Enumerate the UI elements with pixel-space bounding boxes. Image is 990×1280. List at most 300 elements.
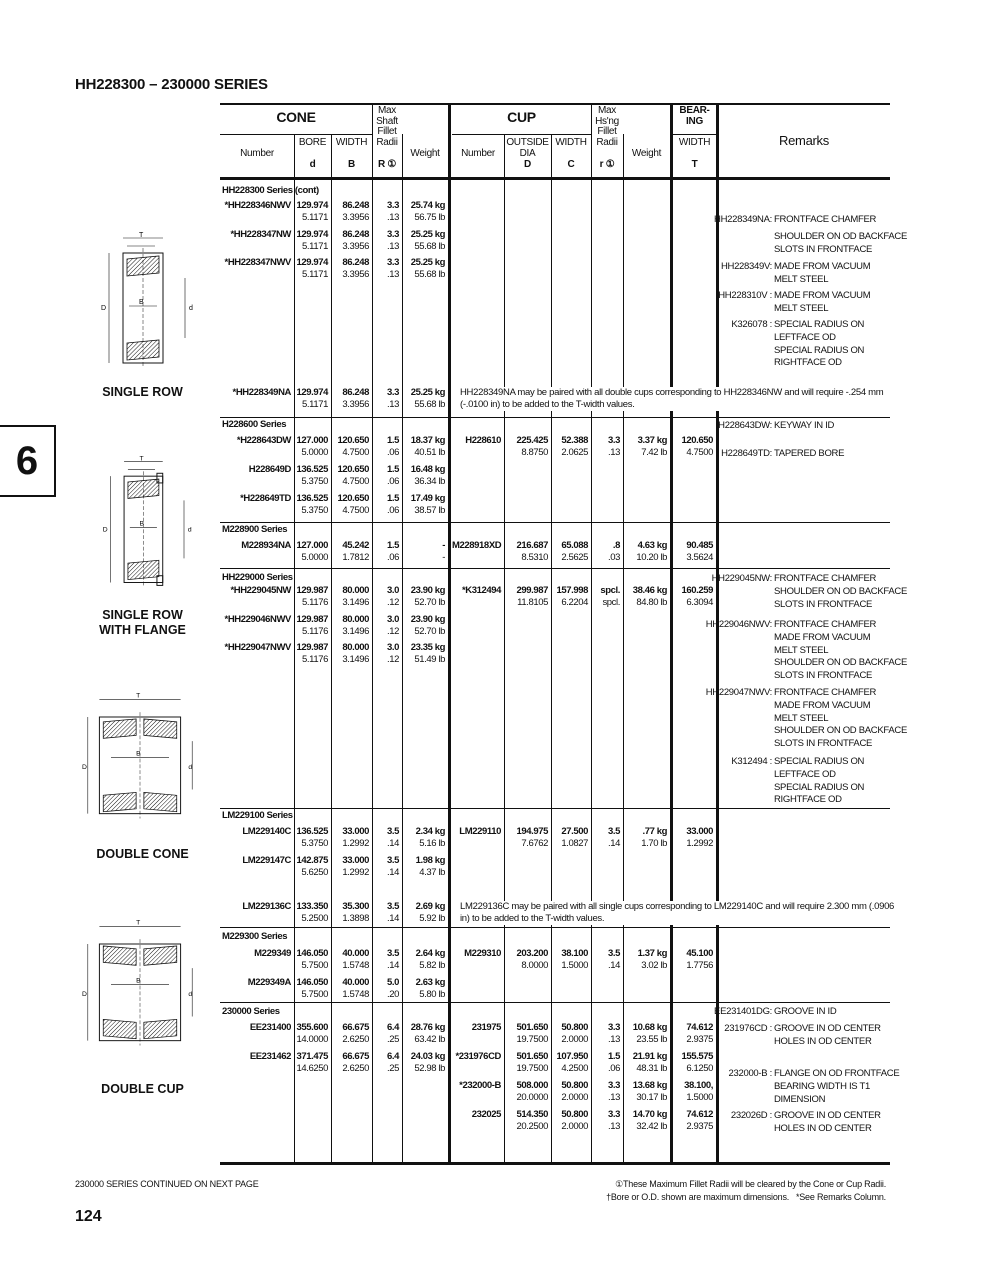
remark-text: TAPERED BORE [774, 448, 845, 459]
cone-value-metric: 2.64 kg [415, 948, 445, 959]
cone-number: *HH229047NWV [224, 642, 291, 653]
remark-text: LEFTFACE OD [774, 331, 836, 343]
cone-value-metric: 35.300 [342, 901, 369, 912]
svg-text:T: T [136, 692, 141, 700]
bearing-width-metric: 90.485 [686, 540, 713, 551]
single-row-flange-diagram [95, 452, 215, 602]
cone-value-metric: 33.000 [342, 855, 369, 866]
cone-value-metric: 24.03 kg [410, 1051, 445, 1062]
cone-value-metric: 23.90 kg [410, 614, 445, 625]
cone-value-metric: 133.350 [296, 901, 328, 912]
column-header: d [309, 159, 316, 170]
cone-number: LM229147C [242, 855, 291, 866]
cup-value-metric: 14.70 kg [632, 1109, 667, 1120]
cone-value-imperial: .13 [386, 212, 399, 223]
remark-text: MADE FROM VACUUM [774, 290, 871, 301]
series-header: LM229100 Series [222, 810, 293, 821]
cup-cell [452, 1080, 504, 1092]
cup-cell [551, 1051, 591, 1075]
cone-cell [402, 948, 448, 972]
remark-text: MADE FROM VACUUM [774, 631, 871, 643]
cone-cell [372, 257, 402, 281]
svg-text:B: B [136, 750, 141, 758]
cone-value-imperial: 5.92 lb [419, 913, 445, 924]
cup-value-imperial: 2.0625 [561, 447, 588, 458]
cone-value-imperial: 5.1176 [302, 654, 328, 665]
remark-key: 232026D : [730, 1110, 772, 1121]
cone-cell [402, 257, 448, 281]
cup-value-imperial: 7.6762 [521, 838, 548, 849]
cup-value-imperial: 48.31 lb [636, 1063, 667, 1074]
remark-text: SLOTS IN FRONTFACE [774, 738, 873, 750]
cone-value-metric: 1.5 [386, 540, 399, 551]
cup-value-imperial: 19.7500 [516, 1034, 548, 1045]
cup-value-imperial: 2.0000 [561, 1121, 588, 1132]
cone-value-imperial: 5.3750 [301, 838, 328, 849]
remark-key: HH228349NA: [714, 214, 772, 225]
cone-value-metric: 6.4 [386, 1051, 399, 1062]
cone-number: *HH229045NW [230, 585, 291, 596]
cone-value-imperial: .12 [386, 597, 399, 608]
cone-value-metric: 25.25 kg [410, 387, 445, 398]
cup-cell [551, 540, 591, 564]
cup-value-metric: 157.998 [556, 585, 588, 596]
cone-value-metric: 3.3 [386, 387, 399, 398]
cone-cell [402, 464, 448, 488]
cone-cell [331, 229, 372, 253]
series-header: H228600 Series [222, 419, 287, 430]
cone-cell [220, 642, 294, 654]
bearing-width-metric: 74.612 [686, 1022, 713, 1033]
cup-number: 232025 [471, 1109, 501, 1120]
cone-value-metric: 3.0 [386, 642, 399, 653]
cone-value-imperial: .06 [386, 476, 399, 487]
column-header: D [524, 159, 531, 170]
cup-value-metric: 3.3 [607, 435, 620, 446]
cone-value-metric: 23.90 kg [410, 585, 445, 596]
cup-value-imperial: 6.2204 [561, 597, 588, 608]
cone-value-imperial: 55.68 lb [414, 269, 445, 280]
cup-value-metric: .77 kg [642, 826, 667, 837]
cup-value-imperial: 1.0827 [561, 838, 588, 849]
cone-value-imperial: 3.1496 [342, 597, 369, 608]
cup-number: M229310 [464, 948, 501, 959]
cone-value-imperial: 3.3956 [342, 269, 369, 280]
svg-text:T: T [139, 232, 144, 239]
remark-key: HH229046NWV: [705, 619, 772, 630]
cone-value-metric: 129.974 [296, 229, 328, 240]
cone-value-metric: 5.0 [386, 977, 399, 988]
cone-value-imperial: 1.5748 [342, 960, 369, 971]
remark-text: FRONTFACE CHAMFER [774, 573, 877, 584]
cup-value-metric: 501.650 [516, 1022, 548, 1033]
cup-value-imperial: 8.8750 [521, 447, 548, 458]
remark-text: MADE FROM VACUUM [774, 261, 871, 272]
svg-text:T: T [136, 919, 141, 927]
cone-value-metric: 1.98 kg [415, 855, 445, 866]
cup-cell [623, 585, 670, 609]
bearing-width-metric: 160.259 [681, 585, 713, 596]
cup-cell [591, 1051, 623, 1075]
remark-text: HOLES IN OD CENTER [774, 1122, 872, 1134]
cup-cell [591, 826, 623, 850]
cup-value-metric: 52.388 [561, 435, 588, 446]
cone-cell [331, 826, 372, 850]
cone-cell [402, 1022, 448, 1046]
cone-cell [372, 387, 402, 411]
cup-value-metric: 10.68 kg [632, 1022, 667, 1033]
cone-value-metric: 1.5 [386, 493, 399, 504]
cup-value-imperial: 84.80 lb [636, 597, 667, 608]
remark-text: HOLES IN OD CENTER [774, 1035, 872, 1047]
bearing-width-metric: 33.000 [686, 826, 713, 837]
cone-value-metric: 2.34 kg [415, 826, 445, 837]
cone-value-imperial: 5.0000 [301, 447, 328, 458]
bearing-width-imperial: 3.5624 [686, 552, 713, 563]
cup-value-metric: 299.987 [516, 585, 548, 596]
cone-value-imperial: 5.16 lb [419, 838, 445, 849]
cup-cell [452, 540, 504, 552]
cone-cell [402, 1051, 448, 1075]
cup-value-metric: 21.91 kg [632, 1051, 667, 1062]
cone-value-imperial: 4.37 lb [419, 867, 445, 878]
column-header: BEAR- ING [679, 105, 710, 127]
cup-cell [551, 826, 591, 850]
cone-cell [331, 435, 372, 459]
cup-cell [551, 948, 591, 972]
column-header: B [348, 159, 355, 170]
cup-value-metric: 1.37 kg [637, 948, 667, 959]
cone-cell [372, 493, 402, 517]
cone-cell [294, 901, 331, 925]
cone-value-imperial: 3.1496 [342, 654, 369, 665]
cup-value-imperial: 23.55 lb [636, 1034, 667, 1045]
cone-value-metric: 3.0 [386, 585, 399, 596]
cup-value-metric: 203.200 [516, 948, 548, 959]
cone-value-metric: 129.987 [296, 585, 328, 596]
bearing-width-imperial: 2.9375 [686, 1034, 713, 1045]
cup-cell [504, 948, 551, 972]
cone-value-metric: 80.000 [342, 614, 369, 625]
cup-cell [591, 1109, 623, 1133]
cone-value-metric: 3.3 [386, 257, 399, 268]
cup-cell [591, 540, 623, 564]
cone-cell [220, 585, 294, 597]
column-divider [716, 104, 719, 1162]
svg-text:D: D [102, 526, 108, 534]
footnote-bore: †Bore or O.D. shown are maximum dimensions. *See Remarks Column. [606, 1192, 886, 1202]
cone-value-metric: 86.248 [342, 387, 369, 398]
cone-cell [372, 901, 402, 925]
cone-value-metric: 3.5 [386, 901, 399, 912]
cone-value-imperial: .13 [386, 399, 399, 410]
cup-value-imperial: 3.02 lb [641, 960, 667, 971]
cone-value-metric: 146.050 [296, 948, 328, 959]
cup-number: *232000-B [459, 1080, 501, 1091]
cup-value-imperial: spcl. [602, 597, 620, 608]
cup-value-imperial: .13 [607, 1121, 620, 1132]
cone-cell [220, 229, 294, 241]
svg-text:T: T [139, 455, 144, 463]
remark-text: FRONTFACE CHAMFER [774, 619, 877, 630]
cone-cell [402, 614, 448, 638]
cone-value-imperial: 56.75 lb [414, 212, 445, 223]
cone-cell [220, 948, 294, 960]
column-header: WIDTH [678, 137, 711, 148]
cone-value-imperial: 1.2992 [342, 867, 369, 878]
cup-cell [452, 585, 504, 597]
cone-value-metric: 45.242 [342, 540, 369, 551]
cup-number: 231975 [471, 1022, 501, 1033]
figure-label: DOUBLE CUP [101, 1082, 184, 1096]
cone-value-imperial: 1.7812 [342, 552, 369, 563]
cone-number: M229349 [254, 948, 291, 959]
remark-text: MADE FROM VACUUM [774, 699, 871, 711]
cup-value-imperial: .06 [607, 1063, 620, 1074]
cup-cell [452, 948, 504, 960]
cone-cell [294, 948, 331, 972]
cone-cell [294, 1022, 331, 1046]
cone-value-metric: 33.000 [342, 826, 369, 837]
remark-text: DIMENSION [774, 1093, 826, 1105]
cup-value-metric: 3.3 [607, 1109, 620, 1120]
cone-value-metric: 28.76 kg [410, 1022, 445, 1033]
cone-value-imperial: 3.3956 [342, 399, 369, 410]
cup-cell [504, 540, 551, 564]
cup-value-metric: 508.000 [516, 1080, 548, 1091]
column-header: Weight [631, 148, 662, 159]
cone-cell [372, 464, 402, 488]
cup-cell [504, 585, 551, 609]
cone-cell [372, 614, 402, 638]
remark-text: SHOULDER ON OD BACKFACE [774, 585, 907, 597]
cone-cell [294, 464, 331, 488]
cone-value-imperial: 3.3956 [342, 241, 369, 252]
cone-value-metric: 86.248 [342, 257, 369, 268]
cone-number: EE231462 [249, 1051, 291, 1062]
remark-text: RIGHTFACE OD [774, 794, 842, 806]
remark-key: HH229045NW: [711, 573, 772, 584]
cone-value-metric: 66.675 [342, 1022, 369, 1033]
bearing-width-cell [672, 585, 716, 609]
cone-cell [220, 257, 294, 269]
cone-value-metric: 129.974 [296, 200, 328, 211]
cone-number: *HH228347NWV [224, 257, 291, 268]
cone-value-imperial: 5.80 lb [419, 989, 445, 1000]
cone-value-metric: 120.650 [337, 435, 369, 446]
bearing-width-imperial: 6.3094 [686, 597, 713, 608]
cone-value-imperial: 2.6250 [342, 1063, 369, 1074]
svg-text:d: d [187, 526, 192, 534]
column-divider [551, 134, 552, 1162]
rule [672, 134, 717, 135]
column-header: CONE [276, 109, 316, 125]
svg-text:B: B [136, 977, 141, 985]
column-header: Max Hs'ng Fillet Radii [595, 105, 619, 148]
cup-cell [504, 1109, 551, 1133]
remark-text: GROOVE IN ID [774, 1006, 837, 1017]
bearing-width-imperial: 1.7756 [686, 960, 713, 971]
cone-number: LM229140C [242, 826, 291, 837]
cone-value-imperial: .13 [386, 241, 399, 252]
bearing-width-imperial: 6.1250 [686, 1063, 713, 1074]
cup-cell [623, 435, 670, 459]
figure-label: DOUBLE CONE [96, 847, 189, 861]
cone-value-imperial: .12 [386, 654, 399, 665]
cone-cell [331, 1051, 372, 1075]
cup-cell [452, 1109, 504, 1121]
remark-key: EE231401DG: [714, 1006, 772, 1017]
cup-value-imperial: 7.42 lb [641, 447, 667, 458]
cone-value-metric: 2.69 kg [415, 901, 445, 912]
cone-value-metric: 129.987 [296, 614, 328, 625]
cone-cell [294, 1051, 331, 1075]
cone-cell [331, 585, 372, 609]
remark-key: 232000-B : [728, 1068, 772, 1079]
column-header: C [567, 159, 575, 170]
remark-text: FRONTFACE CHAMFER [774, 687, 877, 698]
cone-cell [294, 585, 331, 609]
cone-value-metric: 17.49 kg [410, 493, 445, 504]
cup-cell [623, 1109, 670, 1133]
cone-value-metric: 3.5 [386, 855, 399, 866]
cone-value-imperial: .06 [386, 552, 399, 563]
cone-number: *HH229046NWV [224, 614, 291, 625]
remark-key: K326078 : [731, 319, 772, 330]
cone-cell [372, 855, 402, 879]
column-header: BORE [298, 137, 327, 148]
cone-value-metric: 25.25 kg [410, 229, 445, 240]
cone-number: H228649D [248, 464, 291, 475]
cone-value-imperial: 5.1171 [302, 399, 328, 410]
cup-cell [551, 435, 591, 459]
rule [220, 522, 890, 523]
remark-text: LEFTFACE OD [774, 768, 836, 780]
rule [220, 568, 890, 569]
cone-value-metric: 3.3 [386, 229, 399, 240]
pairing-note: LM229136C may be paired with all single cups corresponding to LM229140C and will require 2.300 mm (.0906 in) to be added to the T-width values. [452, 901, 897, 925]
cone-value-metric: 40.000 [342, 977, 369, 988]
cup-cell [504, 1080, 551, 1104]
cup-number: M228918XD [452, 540, 502, 551]
remark-text: FLANGE ON OD FRONTFACE [774, 1068, 900, 1079]
cup-cell [452, 1022, 504, 1034]
cone-value-metric: - [442, 540, 445, 551]
cone-value-imperial: 5.2500 [301, 913, 328, 924]
cup-value-imperial: .14 [607, 960, 620, 971]
cone-value-imperial: 5.0000 [301, 552, 328, 563]
cone-value-imperial: 55.68 lb [414, 399, 445, 410]
cup-value-imperial: 20.2500 [516, 1121, 548, 1132]
cone-value-metric: 1.5 [386, 464, 399, 475]
cup-value-imperial: .13 [607, 447, 620, 458]
column-header: Number [240, 148, 274, 159]
cup-value-metric: 3.5 [607, 826, 620, 837]
cup-cell [551, 1109, 591, 1133]
cup-value-imperial: 11.8105 [517, 597, 548, 608]
column-header: WIDTH [335, 137, 368, 148]
rule [452, 134, 591, 135]
cone-value-imperial: 2.6250 [342, 1034, 369, 1045]
cup-cell [452, 826, 504, 838]
cone-value-metric: 146.050 [296, 977, 328, 988]
cone-cell [331, 540, 372, 564]
cone-cell [402, 200, 448, 224]
cone-number: M228934NA [241, 540, 291, 551]
svg-text:d: d [188, 991, 193, 999]
cone-value-imperial: 5.3750 [301, 476, 328, 487]
cone-value-imperial: 3.3956 [342, 212, 369, 223]
svg-text:d: d [189, 305, 193, 312]
cone-cell [372, 642, 402, 666]
cone-cell [294, 826, 331, 850]
cone-value-metric: 127.000 [296, 540, 328, 551]
cup-cell [623, 1051, 670, 1075]
remark-text: SLOTS IN FRONTFACE [774, 598, 873, 610]
column-header: T [691, 159, 698, 170]
cone-value-metric: 16.48 kg [410, 464, 445, 475]
column-divider [448, 104, 451, 1162]
cup-cell [623, 1022, 670, 1046]
bearing-width-cell [672, 826, 716, 850]
remark-text: SPECIAL RADIUS ON [774, 319, 865, 330]
cone-cell [294, 200, 331, 224]
remark-text: BEARING WIDTH IS T1 [774, 1080, 870, 1092]
cone-value-imperial: 52.98 lb [414, 1063, 445, 1074]
cone-cell [331, 1022, 372, 1046]
remark-text: MELT STEEL [774, 712, 829, 724]
cone-value-metric: 136.525 [296, 464, 328, 475]
cup-value-metric: 194.975 [516, 826, 548, 837]
bearing-width-metric: 38.100, [684, 1080, 713, 1091]
cone-value-imperial: 5.7500 [301, 989, 328, 1000]
cup-value-imperial: .14 [607, 838, 620, 849]
cup-value-metric: 4.63 kg [637, 540, 667, 551]
cup-value-metric: 50.800 [561, 1080, 588, 1091]
bearing-width-imperial: 2.9375 [686, 1121, 713, 1132]
cup-value-metric: 3.5 [607, 948, 620, 959]
cone-value-metric: 23.35 kg [410, 642, 445, 653]
remark-text: SHOULDER ON OD BACKFACE [774, 657, 907, 669]
cone-cell [372, 826, 402, 850]
cup-value-metric: 514.350 [516, 1109, 548, 1120]
cone-value-metric: 3.5 [386, 826, 399, 837]
cup-cell [623, 948, 670, 972]
series-header: M229300 Series [222, 931, 288, 942]
cone-cell [294, 855, 331, 879]
cup-cell [591, 948, 623, 972]
cone-cell [294, 229, 331, 253]
cup-cell [623, 540, 670, 564]
cone-value-imperial: .06 [386, 447, 399, 458]
cone-cell [220, 1051, 294, 1063]
cup-cell [551, 1080, 591, 1104]
cup-value-imperial: 20.0000 [516, 1092, 548, 1103]
column-divider [670, 104, 673, 1162]
cone-value-imperial: .06 [386, 505, 399, 516]
bearing-width-metric: 120.650 [681, 435, 713, 446]
cone-cell [372, 1051, 402, 1075]
cup-value-imperial: 4.2500 [561, 1063, 588, 1074]
cone-value-imperial: 63.42 lb [414, 1034, 445, 1045]
double-cup-diagram [80, 915, 200, 1065]
remark-text: SHOULDER ON OD BACKFACE [774, 231, 907, 242]
cone-value-imperial: .20 [386, 989, 399, 1000]
cone-value-metric: 3.3 [386, 200, 399, 211]
cup-value-metric: 107.950 [556, 1051, 588, 1062]
cup-value-imperial: 32.42 lb [636, 1121, 667, 1132]
cone-value-metric: 40.000 [342, 948, 369, 959]
